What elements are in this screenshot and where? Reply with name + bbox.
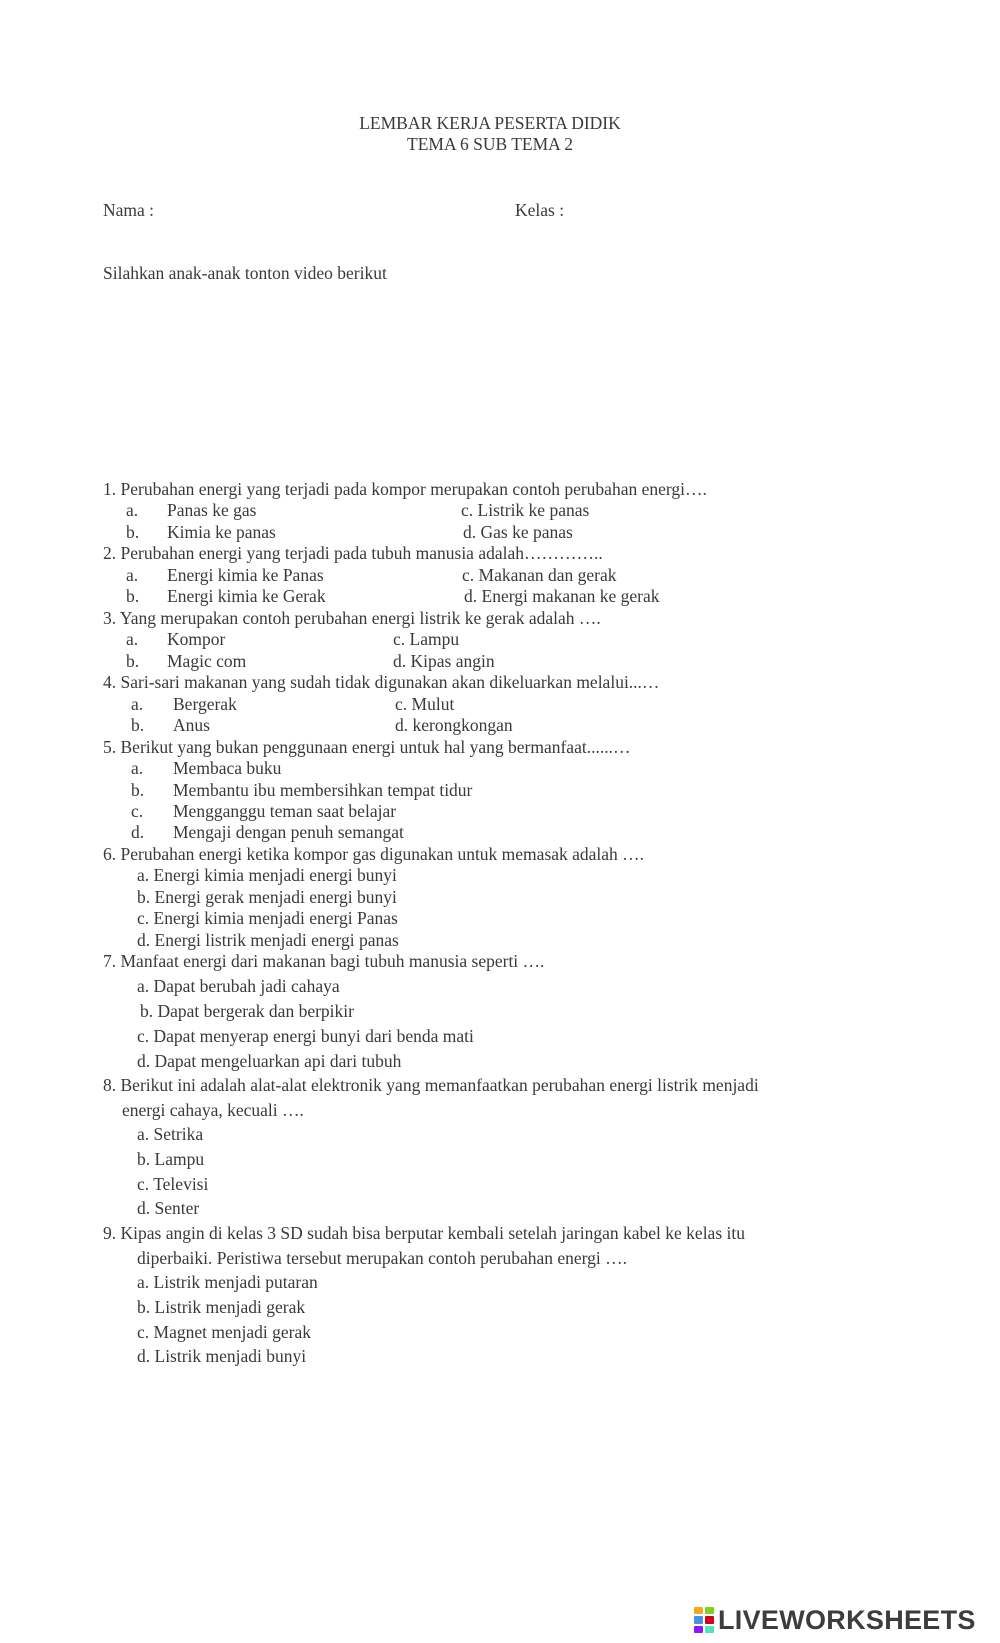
option-text: c. Listrik ke panas — [461, 500, 590, 520]
option-text: Mengaji dengan penuh semangat — [173, 822, 404, 842]
liveworksheets-logo-icon — [694, 1607, 714, 1633]
option-text: a. Dapat berubah jadi cahaya — [137, 976, 340, 996]
option-letter: b. — [131, 715, 145, 735]
option-text: c. Makanan dan gerak — [462, 565, 617, 585]
option-text: Membaca buku — [173, 758, 282, 778]
option-text: Anus — [173, 715, 210, 735]
liveworksheets-logo — [694, 1605, 976, 1635]
question-9: 9. Kipas angin di kelas 3 SD sudah bisa berputar kembali setelah jaringan kabel ke kelas itu — [103, 1223, 745, 1243]
question-4: 4. Sari-sari makanan yang sudah tidak digunakan akan dikeluarkan melalui...… — [103, 672, 660, 692]
option-text: a. Listrik menjadi putaran — [137, 1272, 318, 1292]
question-1: 1. Perubahan energi yang terjadi pada kompor merupakan contoh perubahan energi…. — [103, 479, 707, 499]
option-text: a. Setrika — [137, 1124, 204, 1144]
option-text: Panas ke gas — [167, 500, 257, 520]
nama-label: Nama : — [103, 200, 155, 220]
question-5: 5. Berikut yang bukan penggunaan energi untuk hal yang bermanfaat......… — [103, 737, 631, 757]
option-letter: d. — [131, 822, 145, 842]
option-text: c. Televisi — [137, 1174, 209, 1194]
question-3: 3. Yang merupakan contoh perubahan energi listrik ke gerak adalah …. — [103, 608, 601, 628]
logo-text: LIVEWORKSHEETS — [718, 1604, 976, 1635]
worksheet-subtitle: TEMA 6 SUB TEMA 2 — [407, 134, 573, 154]
option-text: Magic com — [167, 651, 247, 671]
option-text: c. Magnet menjadi gerak — [137, 1322, 311, 1342]
kelas-label: Kelas : — [515, 200, 565, 220]
option-text: d. Energi makanan ke gerak — [464, 586, 660, 606]
option-letter: a. — [131, 694, 144, 714]
option-text: d. Listrik menjadi bunyi — [137, 1346, 307, 1366]
option-text: d. kerongkongan — [395, 715, 513, 735]
option-text: d. Gas ke panas — [463, 522, 573, 542]
option-text: Mengganggu teman saat belajar — [173, 801, 397, 821]
option-text: Bergerak — [173, 694, 237, 714]
question-6: 6. Perubahan energi ketika kompor gas digunakan untuk memasak adalah …. — [103, 844, 645, 864]
option-text: Kompor — [167, 629, 226, 649]
option-text: b. Listrik menjadi gerak — [137, 1297, 306, 1317]
option-letter: a. — [126, 629, 139, 649]
worksheet-title: LEMBAR KERJA PESERTA DIDIK — [359, 113, 621, 133]
option-text: b. Lampu — [137, 1149, 205, 1169]
option-letter: b. — [126, 522, 140, 542]
option-letter: b. — [126, 586, 140, 606]
option-letter: a. — [131, 758, 144, 778]
question-7: 7. Manfaat energi dari makanan bagi tubuh manusia seperti …. — [103, 951, 545, 971]
option-text: c. Dapat menyerap energi bunyi dari benda mati — [137, 1026, 474, 1046]
option-text: d. Senter — [137, 1198, 200, 1218]
option-letter: c. — [131, 801, 144, 821]
question-8-continued: energi cahaya, kecuali …. — [122, 1100, 304, 1120]
option-text: Kimia ke panas — [167, 522, 276, 542]
option-text: d. Dapat mengeluarkan api dari tubuh — [137, 1051, 402, 1071]
question-2: 2. Perubahan energi yang terjadi pada tubuh manusia adalah………….. — [103, 543, 603, 563]
option-text: c. Lampu — [393, 629, 460, 649]
option-text: c. Mulut — [395, 694, 455, 714]
question-8: 8. Berikut ini adalah alat-alat elektronik yang memanfaatkan perubahan energi listrik menjadi — [103, 1075, 759, 1095]
option-text: d. Kipas angin — [393, 651, 495, 671]
option-text: d. Energi listrik menjadi energi panas — [137, 930, 399, 950]
option-text: Membantu ibu membersihkan tempat tidur — [173, 780, 473, 800]
option-text: Energi kimia ke Gerak — [167, 586, 326, 606]
option-text: Energi kimia ke Panas — [167, 565, 324, 585]
option-letter: b. — [131, 780, 145, 800]
option-letter: a. — [126, 565, 139, 585]
question-9-continued: diperbaiki. Peristiwa tersebut merupakan contoh perubahan energi …. — [137, 1248, 628, 1268]
option-letter: b. — [126, 651, 140, 671]
option-text: b. Dapat bergerak dan berpikir — [140, 1001, 354, 1021]
option-text: a. Energi kimia menjadi energi bunyi — [137, 865, 397, 885]
option-text: b. Energi gerak menjadi energi bunyi — [137, 887, 397, 907]
option-text: c. Energi kimia menjadi energi Panas — [137, 908, 398, 928]
instruction-text: Silahkan anak-anak tonton video berikut — [103, 263, 387, 283]
option-letter: a. — [126, 500, 139, 520]
